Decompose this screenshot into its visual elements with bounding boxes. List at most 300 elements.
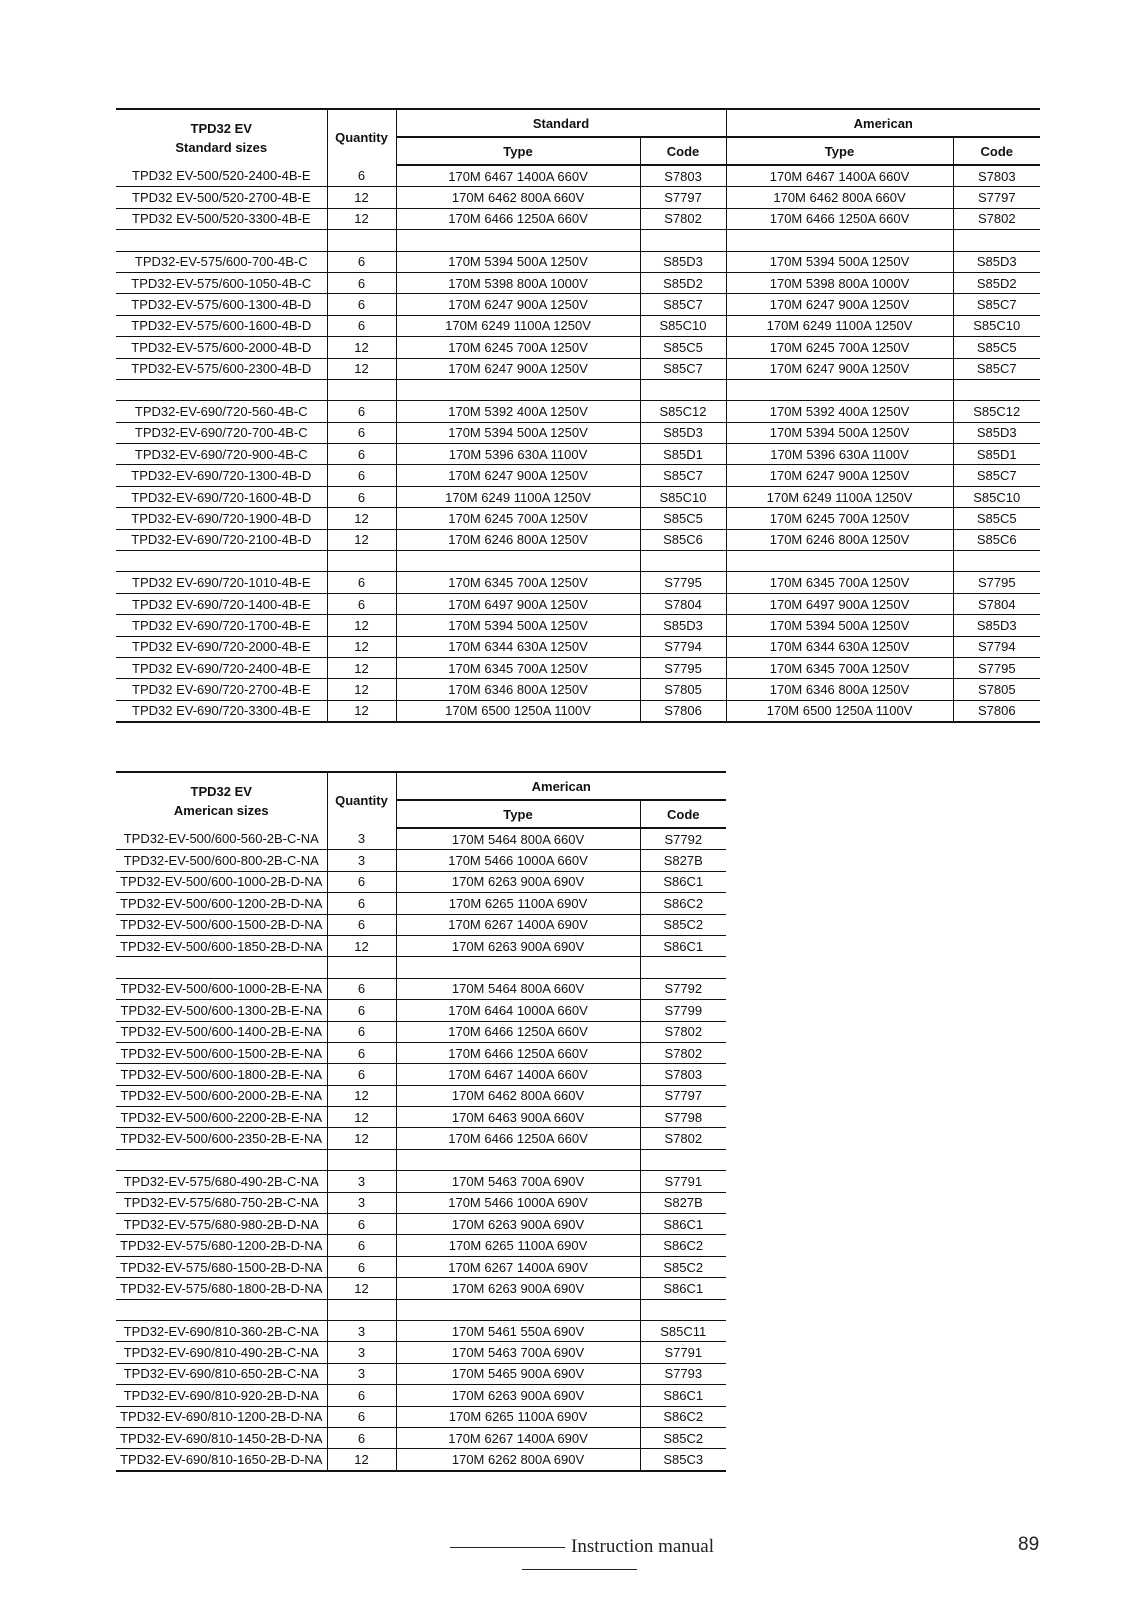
table-row (116, 401, 1040, 422)
cell-type: 170M 5461 550A 690V (396, 1320, 640, 1341)
cell-model (116, 957, 327, 978)
header-group-american: American (396, 772, 726, 800)
table-body (116, 165, 1040, 722)
table-row (116, 272, 1040, 293)
table-row (116, 165, 1040, 187)
table-row (116, 679, 1040, 700)
cell-type: 170M 6345 700A 1250V (396, 657, 640, 678)
cell-type-american: 170M 5396 630A 1100V (726, 444, 953, 465)
cell-type: 170M 6500 1250A 1100V (396, 700, 640, 722)
cell-code-american: S85C7 (953, 465, 1040, 486)
cell-type: 170M 5463 700A 690V (396, 1342, 640, 1363)
cell-model: TPD32-EV-575/600-700-4B-C (116, 251, 327, 272)
cell-type: 170M 6247 900A 1250V (396, 294, 640, 315)
cell-model (116, 551, 327, 572)
header-model-line2: American sizes (173, 802, 269, 818)
fuse-table-american-sizes (116, 771, 726, 1472)
table-row (116, 1021, 726, 1042)
cell-model (116, 1299, 327, 1320)
cell-code-american: S85C5 (953, 337, 1040, 358)
cell-type: 170M 5396 630A 1100V (396, 444, 640, 465)
cell-quantity: 3 (327, 850, 396, 871)
cell-quantity (327, 379, 396, 400)
cell-type-american: 170M 6245 700A 1250V (726, 337, 953, 358)
cell-code: S85C2 (640, 1427, 726, 1448)
table-row (116, 1171, 726, 1192)
cell-code-american: S85D3 (953, 615, 1040, 636)
cell-code: S85D3 (640, 615, 726, 636)
table-row (116, 893, 726, 914)
cell-type: 170M 6462 800A 660V (396, 187, 640, 208)
cell-model: TPD32 EV-500/520-2700-4B-E (116, 187, 327, 208)
cell-type: 170M 6466 1250A 660V (396, 208, 640, 229)
table-row (116, 1107, 726, 1128)
cell-type-american: 170M 6500 1250A 1100V (726, 700, 953, 722)
cell-quantity: 6 (327, 251, 396, 272)
cell-code (640, 551, 726, 572)
cell-quantity: 6 (327, 1021, 396, 1042)
cell-type: 170M 5466 1000A 690V (396, 1192, 640, 1213)
cell-code: S7805 (640, 679, 726, 700)
cell-code-american (953, 379, 1040, 400)
cell-type-american (726, 379, 953, 400)
page-number: 89 (1018, 1534, 1040, 1555)
cell-type (396, 1299, 640, 1320)
cell-type: 170M 5466 1000A 660V (396, 850, 640, 871)
cell-code: S827B (640, 850, 726, 871)
cell-type-american: 170M 5398 800A 1000V (726, 272, 953, 293)
cell-quantity: 6 (327, 871, 396, 892)
cell-model: TPD32-EV-500/600-1500-2B-D-NA (116, 914, 327, 935)
cell-code: S7795 (640, 657, 726, 678)
cell-type-american: 170M 6345 700A 1250V (726, 572, 953, 593)
table-row (116, 1342, 726, 1363)
cell-type-american: 170M 6249 1100A 1250V (726, 486, 953, 507)
table-row (116, 700, 1040, 722)
cell-model: TPD32-EV-690/810-360-2B-C-NA (116, 1320, 327, 1341)
cell-code: S86C2 (640, 893, 726, 914)
cell-model: TPD32-EV-500/600-2000-2B-E-NA (116, 1085, 327, 1106)
header-model (116, 109, 327, 165)
cell-type: 170M 6467 1400A 660V (396, 1064, 640, 1085)
cell-quantity: 12 (327, 358, 396, 379)
cell-quantity: 12 (327, 1449, 396, 1471)
cell-code: S85C2 (640, 1256, 726, 1277)
cell-type: 170M 6263 900A 690V (396, 1214, 640, 1235)
cell-code: S85C5 (640, 508, 726, 529)
cell-quantity: 6 (327, 294, 396, 315)
cell-code-american (953, 551, 1040, 572)
cell-quantity: 6 (327, 1406, 396, 1427)
cell-quantity: 3 (327, 828, 396, 850)
cell-type (396, 379, 640, 400)
cell-quantity: 6 (327, 1427, 396, 1448)
cell-model: TPD32 EV-690/720-2000-4B-E (116, 636, 327, 657)
spacer-row (116, 957, 726, 978)
cell-code-american: S85C7 (953, 294, 1040, 315)
cell-model: TPD32-EV-690/810-650-2B-C-NA (116, 1363, 327, 1384)
header-american-type: Type (726, 137, 953, 165)
cell-type: 170M 5394 500A 1250V (396, 422, 640, 443)
cell-code (640, 379, 726, 400)
cell-code: S7792 (640, 978, 726, 999)
cell-code: S7802 (640, 1021, 726, 1042)
cell-quantity: 12 (327, 935, 396, 956)
cell-model: TPD32-EV-690/720-560-4B-C (116, 401, 327, 422)
cell-quantity: 12 (327, 700, 396, 722)
cell-type: 170M 5392 400A 1250V (396, 401, 640, 422)
cell-quantity: 6 (327, 465, 396, 486)
cell-quantity: 3 (327, 1171, 396, 1192)
table-row (116, 1320, 726, 1341)
cell-quantity: 6 (327, 272, 396, 293)
cell-quantity: 6 (327, 1385, 396, 1406)
cell-model: TPD32 EV-690/720-2700-4B-E (116, 679, 327, 700)
cell-type: 170M 6464 1000A 660V (396, 1000, 640, 1021)
cell-code: S86C1 (640, 935, 726, 956)
cell-type: 170M 6263 900A 690V (396, 871, 640, 892)
cell-quantity: 6 (327, 914, 396, 935)
cell-quantity: 6 (327, 978, 396, 999)
header-american-code: Code (953, 137, 1040, 165)
cell-type: 170M 6462 800A 660V (396, 1085, 640, 1106)
cell-code-american: S7804 (953, 593, 1040, 614)
cell-model: TPD32-EV-575/600-1050-4B-C (116, 272, 327, 293)
table-row (116, 1385, 726, 1406)
cell-quantity: 6 (327, 593, 396, 614)
cell-quantity: 12 (327, 679, 396, 700)
cell-quantity: 12 (327, 1085, 396, 1106)
cell-code: S7797 (640, 187, 726, 208)
cell-code: S85D1 (640, 444, 726, 465)
cell-code: S7793 (640, 1363, 726, 1384)
cell-type (396, 230, 640, 251)
cell-code-american: S7803 (953, 165, 1040, 187)
cell-code: S7806 (640, 700, 726, 722)
cell-model: TPD32 EV-500/520-3300-4B-E (116, 208, 327, 229)
cell-code (640, 1149, 726, 1170)
cell-model: TPD32-EV-500/600-1800-2B-E-NA (116, 1064, 327, 1085)
cell-quantity: 3 (327, 1192, 396, 1213)
cell-quantity: 6 (327, 422, 396, 443)
cell-type: 170M 6247 900A 1250V (396, 465, 640, 486)
cell-model: TPD32-EV-690/720-700-4B-C (116, 422, 327, 443)
cell-type: 170M 5394 500A 1250V (396, 251, 640, 272)
cell-quantity (327, 1299, 396, 1320)
cell-code-american: S7805 (953, 679, 1040, 700)
cell-type: 170M 6466 1250A 660V (396, 1021, 640, 1042)
header-standard-code: Code (640, 137, 726, 165)
spacer-row (116, 551, 1040, 572)
table-row (116, 1406, 726, 1427)
table-row (116, 828, 726, 850)
cell-quantity: 12 (327, 187, 396, 208)
cell-quantity: 6 (327, 444, 396, 465)
cell-code: S85D2 (640, 272, 726, 293)
cell-model: TPD32 EV-690/720-2400-4B-E (116, 657, 327, 678)
cell-quantity: 6 (327, 401, 396, 422)
cell-quantity: 6 (327, 1042, 396, 1063)
table-row (116, 187, 1040, 208)
cell-model: TPD32-EV-500/600-1300-2B-E-NA (116, 1000, 327, 1021)
table-row (116, 1214, 726, 1235)
cell-code: S85C7 (640, 465, 726, 486)
table-row (116, 1042, 726, 1063)
cell-quantity: 12 (327, 1128, 396, 1149)
cell-model: TPD32-EV-690/810-1450-2B-D-NA (116, 1427, 327, 1448)
cell-type: 170M 6466 1250A 660V (396, 1042, 640, 1063)
cell-type: 170M 5464 800A 660V (396, 978, 640, 999)
cell-model: TPD32-EV-500/600-1000-2B-E-NA (116, 978, 327, 999)
cell-model: TPD32-EV-500/600-2350-2B-E-NA (116, 1128, 327, 1149)
header-group-american: American (726, 109, 1040, 137)
cell-type-american: 170M 6462 800A 660V (726, 187, 953, 208)
header-quantity: Quantity (327, 109, 396, 165)
table-row (116, 337, 1040, 358)
spacer-row (116, 1149, 726, 1170)
cell-model: TPD32-EV-575/680-1500-2B-D-NA (116, 1256, 327, 1277)
cell-quantity: 6 (327, 165, 396, 187)
cell-model: TPD32-EV-500/600-1000-2B-D-NA (116, 871, 327, 892)
cell-quantity: 12 (327, 1107, 396, 1128)
cell-code-american: S85D1 (953, 444, 1040, 465)
cell-type: 170M 6263 900A 690V (396, 1385, 640, 1406)
cell-quantity: 12 (327, 1278, 396, 1299)
cell-code: S85C3 (640, 1449, 726, 1471)
cell-type-american: 170M 6247 900A 1250V (726, 358, 953, 379)
cell-code-american: S85C6 (953, 529, 1040, 550)
cell-model: TPD32-EV-690/720-1900-4B-D (116, 508, 327, 529)
cell-model: TPD32-EV-500/600-1200-2B-D-NA (116, 893, 327, 914)
cell-code: S85D3 (640, 251, 726, 272)
cell-type: 170M 5464 800A 660V (396, 828, 640, 850)
cell-quantity: 6 (327, 1000, 396, 1021)
cell-type: 170M 6246 800A 1250V (396, 529, 640, 550)
cell-quantity: 12 (327, 529, 396, 550)
cell-model (116, 1149, 327, 1170)
cell-type: 170M 6265 1100A 690V (396, 1406, 640, 1427)
cell-model: TPD32 EV-690/720-1010-4B-E (116, 572, 327, 593)
cell-code (640, 230, 726, 251)
cell-model: TPD32-EV-575/680-980-2B-D-NA (116, 1214, 327, 1235)
cell-code-american: S7797 (953, 187, 1040, 208)
cell-type: 170M 6267 1400A 690V (396, 914, 640, 935)
footer (384, 1536, 774, 1580)
cell-model: TPD32-EV-575/680-1200-2B-D-NA (116, 1235, 327, 1256)
cell-code: S86C1 (640, 871, 726, 892)
spacer-row (116, 379, 1040, 400)
cell-model: TPD32 EV-500/520-2400-4B-E (116, 165, 327, 187)
cell-type-american (726, 230, 953, 251)
table-body (116, 828, 726, 1471)
cell-code: S7799 (640, 1000, 726, 1021)
cell-model: TPD32-EV-690/720-900-4B-C (116, 444, 327, 465)
table-row (116, 529, 1040, 550)
cell-type-american: 170M 5392 400A 1250V (726, 401, 953, 422)
cell-code: S7802 (640, 1128, 726, 1149)
table-row (116, 358, 1040, 379)
cell-quantity: 6 (327, 893, 396, 914)
cell-model: TPD32 EV-690/720-1700-4B-E (116, 615, 327, 636)
cell-model: TPD32-EV-575/600-2000-4B-D (116, 337, 327, 358)
header-model (116, 772, 327, 828)
cell-type: 170M 5465 900A 690V (396, 1363, 640, 1384)
table-row (116, 850, 726, 871)
cell-code: S7797 (640, 1085, 726, 1106)
cell-type: 170M 5394 500A 1250V (396, 615, 640, 636)
cell-type: 170M 6265 1100A 690V (396, 893, 640, 914)
cell-code: S85C10 (640, 315, 726, 336)
spacer-row (116, 230, 1040, 251)
table-row (116, 1363, 726, 1384)
cell-quantity: 6 (327, 1235, 396, 1256)
cell-code-american: S7795 (953, 572, 1040, 593)
cell-model: TPD32 EV-690/720-1400-4B-E (116, 593, 327, 614)
cell-type: 170M 6463 900A 660V (396, 1107, 640, 1128)
header-standard-type: Type (396, 137, 640, 165)
cell-code: S85C5 (640, 337, 726, 358)
cell-code: S86C1 (640, 1278, 726, 1299)
cell-model (116, 379, 327, 400)
cell-code-american: S85D2 (953, 272, 1040, 293)
cell-type: 170M 6467 1400A 660V (396, 165, 640, 187)
cell-code: S86C1 (640, 1385, 726, 1406)
cell-type-american: 170M 6466 1250A 660V (726, 208, 953, 229)
cell-code: S7798 (640, 1107, 726, 1128)
cell-code-american: S7794 (953, 636, 1040, 657)
footer-rule-left (450, 1547, 565, 1548)
table-row (116, 422, 1040, 443)
cell-type (396, 957, 640, 978)
cell-code: S7791 (640, 1342, 726, 1363)
cell-type: 170M 6262 800A 690V (396, 1449, 640, 1471)
table-row (116, 1449, 726, 1471)
cell-type: 170M 6346 800A 1250V (396, 679, 640, 700)
cell-code: S86C2 (640, 1235, 726, 1256)
cell-type: 170M 6267 1400A 690V (396, 1256, 640, 1277)
cell-code-american: S7806 (953, 700, 1040, 722)
table-row (116, 208, 1040, 229)
table-row (116, 1085, 726, 1106)
cell-code: S85C2 (640, 914, 726, 935)
cell-type-american: 170M 6245 700A 1250V (726, 508, 953, 529)
table-row (116, 1192, 726, 1213)
cell-model: TPD32 EV-690/720-3300-4B-E (116, 700, 327, 722)
table-row (116, 508, 1040, 529)
cell-quantity: 3 (327, 1363, 396, 1384)
cell-type: 170M 6497 900A 1250V (396, 593, 640, 614)
cell-model: TPD32-EV-500/600-2200-2B-E-NA (116, 1107, 327, 1128)
table-row (116, 572, 1040, 593)
fuse-table-standard-sizes (116, 108, 1040, 723)
cell-type-american: 170M 6346 800A 1250V (726, 679, 953, 700)
cell-code: S86C2 (640, 1406, 726, 1427)
cell-type: 170M 6249 1100A 1250V (396, 315, 640, 336)
cell-type-american (726, 551, 953, 572)
cell-code-american: S85C10 (953, 315, 1040, 336)
cell-code: S7803 (640, 165, 726, 187)
header-quantity: Quantity (327, 772, 396, 828)
table-row (116, 1235, 726, 1256)
header-model-line1: TPD32 EV (190, 120, 252, 136)
cell-model: TPD32-EV-500/600-1500-2B-E-NA (116, 1042, 327, 1063)
cell-code: S7804 (640, 593, 726, 614)
cell-model: TPD32-EV-500/600-800-2B-C-NA (116, 850, 327, 871)
cell-type-american: 170M 6497 900A 1250V (726, 593, 953, 614)
cell-model: TPD32-EV-690/720-1600-4B-D (116, 486, 327, 507)
cell-type: 170M 6245 700A 1250V (396, 508, 640, 529)
cell-code: S7802 (640, 1042, 726, 1063)
cell-model: TPD32-EV-500/600-1850-2B-D-NA (116, 935, 327, 956)
table-row (116, 1000, 726, 1021)
cell-model: TPD32-EV-500/600-560-2B-C-NA (116, 828, 327, 850)
cell-quantity: 12 (327, 615, 396, 636)
cell-code-american: S7802 (953, 208, 1040, 229)
cell-code: S85C11 (640, 1320, 726, 1341)
cell-quantity: 3 (327, 1342, 396, 1363)
cell-type-american: 170M 6249 1100A 1250V (726, 315, 953, 336)
cell-quantity (327, 957, 396, 978)
cell-model: TPD32-EV-575/680-750-2B-C-NA (116, 1192, 327, 1213)
cell-model: TPD32-EV-500/600-1400-2B-E-NA (116, 1021, 327, 1042)
cell-type: 170M 6245 700A 1250V (396, 337, 640, 358)
table-row (116, 444, 1040, 465)
cell-code: S7803 (640, 1064, 726, 1085)
table-row (116, 315, 1040, 336)
cell-quantity: 6 (327, 1064, 396, 1085)
table-row (116, 1128, 726, 1149)
cell-code: S7794 (640, 636, 726, 657)
table-row (116, 486, 1040, 507)
cell-code-american: S85D3 (953, 251, 1040, 272)
cell-quantity: 6 (327, 486, 396, 507)
cell-quantity (327, 230, 396, 251)
cell-code: S7802 (640, 208, 726, 229)
cell-type: 170M 5463 700A 690V (396, 1171, 640, 1192)
cell-quantity: 3 (327, 1320, 396, 1341)
cell-code-american (953, 230, 1040, 251)
header-model-line1: TPD32 EV (190, 783, 252, 799)
cell-code-american: S85C7 (953, 358, 1040, 379)
header-american-code: Code (640, 800, 726, 828)
cell-model: TPD32-EV-575/680-1800-2B-D-NA (116, 1278, 327, 1299)
cell-code: S85C7 (640, 294, 726, 315)
cell-code (640, 1299, 726, 1320)
cell-code: S7792 (640, 828, 726, 850)
cell-quantity: 6 (327, 572, 396, 593)
cell-code: S85C7 (640, 358, 726, 379)
table-row (116, 294, 1040, 315)
cell-type (396, 551, 640, 572)
cell-model: TPD32-EV-690/810-920-2B-D-NA (116, 1385, 327, 1406)
cell-model: TPD32-EV-575/680-490-2B-C-NA (116, 1171, 327, 1192)
cell-quantity: 6 (327, 1214, 396, 1235)
cell-code: S85C10 (640, 486, 726, 507)
cell-type-american: 170M 5394 500A 1250V (726, 251, 953, 272)
cell-type-american: 170M 6344 630A 1250V (726, 636, 953, 657)
cell-type (396, 1149, 640, 1170)
cell-quantity: 6 (327, 1256, 396, 1277)
cell-type-american: 170M 5394 500A 1250V (726, 422, 953, 443)
cell-type: 170M 6247 900A 1250V (396, 358, 640, 379)
cell-code: S86C1 (640, 1214, 726, 1235)
cell-type: 170M 6265 1100A 690V (396, 1235, 640, 1256)
table-row (116, 914, 726, 935)
table-row (116, 1278, 726, 1299)
cell-quantity: 12 (327, 508, 396, 529)
table-row (116, 593, 1040, 614)
table-row (116, 1427, 726, 1448)
